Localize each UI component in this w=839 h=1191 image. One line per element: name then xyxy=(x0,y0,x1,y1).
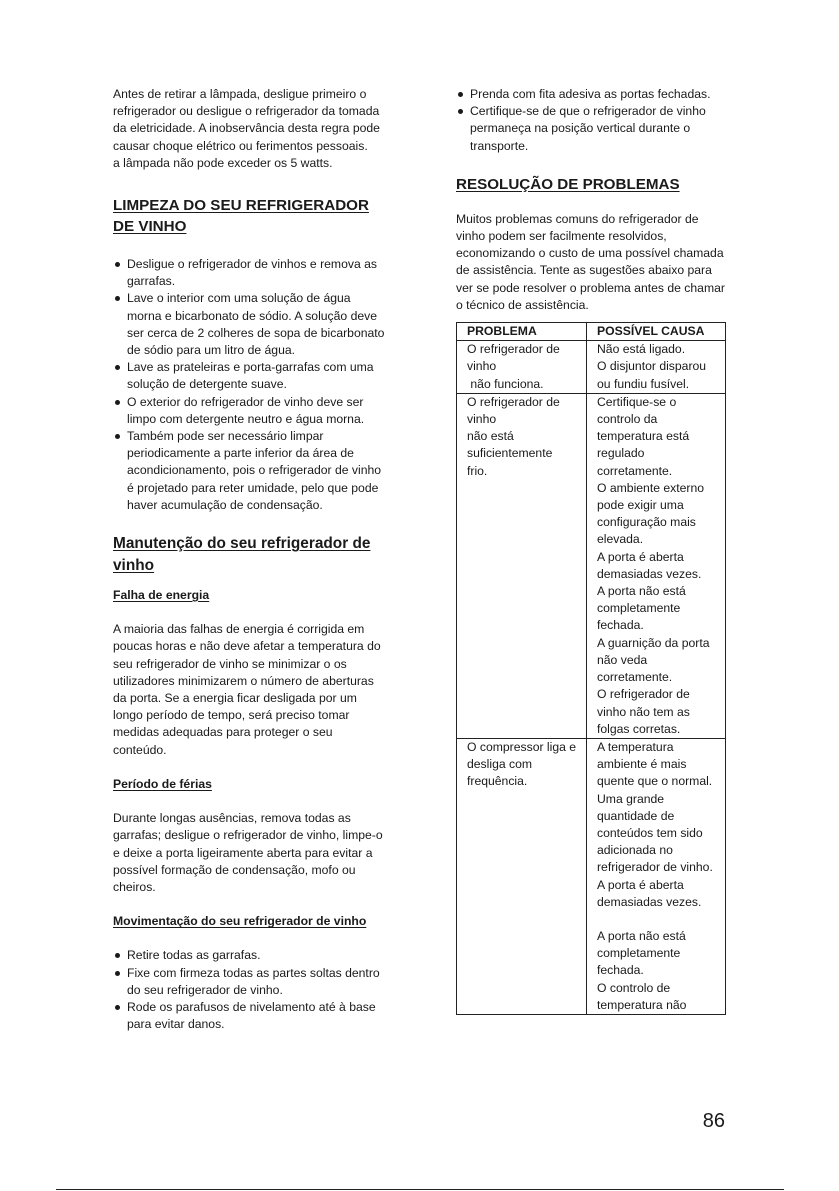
intro-paragraph: Antes de retirar a lâmpada, desligue primeiro o refrigerador ou desligue o refrigerador da tomada da eletricidade. A inobservância desta regra pode causar choque elétrico ou ferimentos pessoais. xyxy=(113,87,380,153)
list-item: Também pode ser necessário limpar periodicamente a parte inferior da área de acondicionamento, pois o refrigerador de vinho é projetado para reter umidade, pelo que pode haver acumulação de condensação. xyxy=(113,428,388,514)
cause-item: O refrigerador de vinho não tem as folgas corretas. xyxy=(597,687,690,736)
problem-line: suficientemente xyxy=(467,446,553,461)
footer-divider xyxy=(56,1189,784,1190)
list-item: Desligue o refrigerador de vinhos e remova as garrafas. xyxy=(113,256,388,290)
list-item: Lave as prateleiras e porta-garrafas com uma solução de detergente suave. xyxy=(113,359,388,393)
table-row xyxy=(457,738,726,1014)
problem-cell xyxy=(457,341,587,394)
header-cause: POSSÍVEL CAUSA xyxy=(587,323,726,341)
table-row xyxy=(457,341,726,394)
cause-item: O disjuntor disparou ou fundiu fusível. xyxy=(597,359,707,391)
cause-item: Uma grande quantidade de conteúdos tem sido adicionada no refrigerador de vinho. xyxy=(597,791,713,875)
intro-note: a lâmpada não pode exceder os 5 watts. xyxy=(113,155,333,170)
cause-item: A temperatura ambiente é mais quente que o normal. xyxy=(597,739,713,789)
cause-cell xyxy=(587,738,726,1014)
problem-line: O refrigerador de xyxy=(467,394,560,409)
moving-list-continued xyxy=(456,86,731,155)
cause-item: O controlo de temperatura não xyxy=(597,980,687,1012)
troubleshooting-heading: RESOLUÇÃO DE PROBLEMAS xyxy=(456,175,680,193)
problem-line: vinho xyxy=(467,359,497,374)
cause-item: A porta é aberta demasiadas vezes. xyxy=(597,877,702,909)
maintenance-heading: Manutenção do seu refrigerador de vinho xyxy=(113,535,371,575)
list-item: Rode os parafusos de nivelamento até à base para evitar danos. xyxy=(113,999,388,1033)
vacation-heading: Período de férias xyxy=(113,776,212,791)
cleaning-list xyxy=(113,256,388,514)
right-column xyxy=(456,86,731,1015)
cause-item: A guarnição da porta não veda corretamente. xyxy=(597,635,710,685)
problem-line: vinho xyxy=(467,412,497,427)
cause-item: A porta não está completamente fechada. xyxy=(597,928,686,978)
cause-item: A porta não está completamente fechada. xyxy=(597,584,686,633)
troubleshooting-intro: Muitos problemas comuns do refrigerador de vinho podem ser facilmente resolvidos, economizando o custo de uma possível chamada de assistência. Tente as sugestões abaixo para ver se pode resolver o problema antes de chamar o técnico de assistência. xyxy=(456,211,725,312)
cause-item: A porta é aberta demasiadas vezes. xyxy=(597,549,702,581)
problem-line: O compressor liga e desliga com frequência. xyxy=(467,739,577,789)
problem-cell xyxy=(457,738,587,1014)
table-row xyxy=(457,393,726,738)
list-item: Lave o interior com uma solução de água morna e bicarbonato de sódio. A solução deve ser cerca de 2 colheres de sopa de bicarbonato de sódio para um litro de água. xyxy=(113,290,388,359)
troubleshooting-table xyxy=(456,322,726,1015)
moving-heading: Movimentação do seu refrigerador de vinho xyxy=(113,914,367,929)
cleaning-heading: LIMPEZA DO SEU REFRIGERADOR DE VINHO xyxy=(113,197,369,236)
list-item: Retire todas as garrafas. xyxy=(113,947,388,964)
power-failure-heading: Falha de energia xyxy=(113,588,210,603)
list-item: Prenda com fita adesiva as portas fechadas. xyxy=(456,86,731,103)
cause-item xyxy=(597,911,719,928)
table-header-row xyxy=(457,323,726,341)
list-item: O exterior do refrigerador de vinho deve ser limpo com detergente neutro e água morna. xyxy=(113,394,388,428)
cause-item: O ambiente externo pode exigir uma configuração mais elevada. xyxy=(597,480,705,547)
power-failure-text: A maioria das falhas de energia é corrigida em poucas horas e não deve afetar a temperatura do seu refrigerador de vinho se minimizar o os utilizadores minimizarem o número de aberturas da porta. Se a energia ficar desligada por um longo período de tempo, será preciso tomar medidas adequadas para proteger o seu conteúdo. xyxy=(113,622,381,757)
list-item: Certifique-se de que o refrigerador de vinho permaneça na posição vertical durante o transporte. xyxy=(456,103,731,155)
problem-line: frio. xyxy=(467,463,488,478)
page-number: 86 xyxy=(702,1110,725,1132)
problem-line: não está xyxy=(467,429,514,444)
cause-item: Certifique-se o controlo da temperatura está regulado corretamente. xyxy=(597,394,690,478)
left-column xyxy=(113,86,388,1033)
problem-cell xyxy=(457,393,587,738)
cause-cell xyxy=(587,341,726,394)
moving-list xyxy=(113,947,388,1033)
cause-item: Não está ligado. xyxy=(597,342,686,357)
cause-cell xyxy=(587,393,726,738)
list-item: Fixe com firmeza todas as partes soltas dentro do seu refrigerador de vinho. xyxy=(113,965,388,999)
problem-line: não funciona. xyxy=(467,376,544,391)
problem-line: O refrigerador de xyxy=(467,342,560,357)
vacation-text: Durante longas ausências, remova todas as garrafas; desligue o refrigerador de vinho, limpe-o e deixe a porta ligeiramente aberta para evitar a possível formação de condensação, mofo ou cheiros. xyxy=(113,811,383,894)
header-problem: PROBLEMA xyxy=(457,323,587,341)
